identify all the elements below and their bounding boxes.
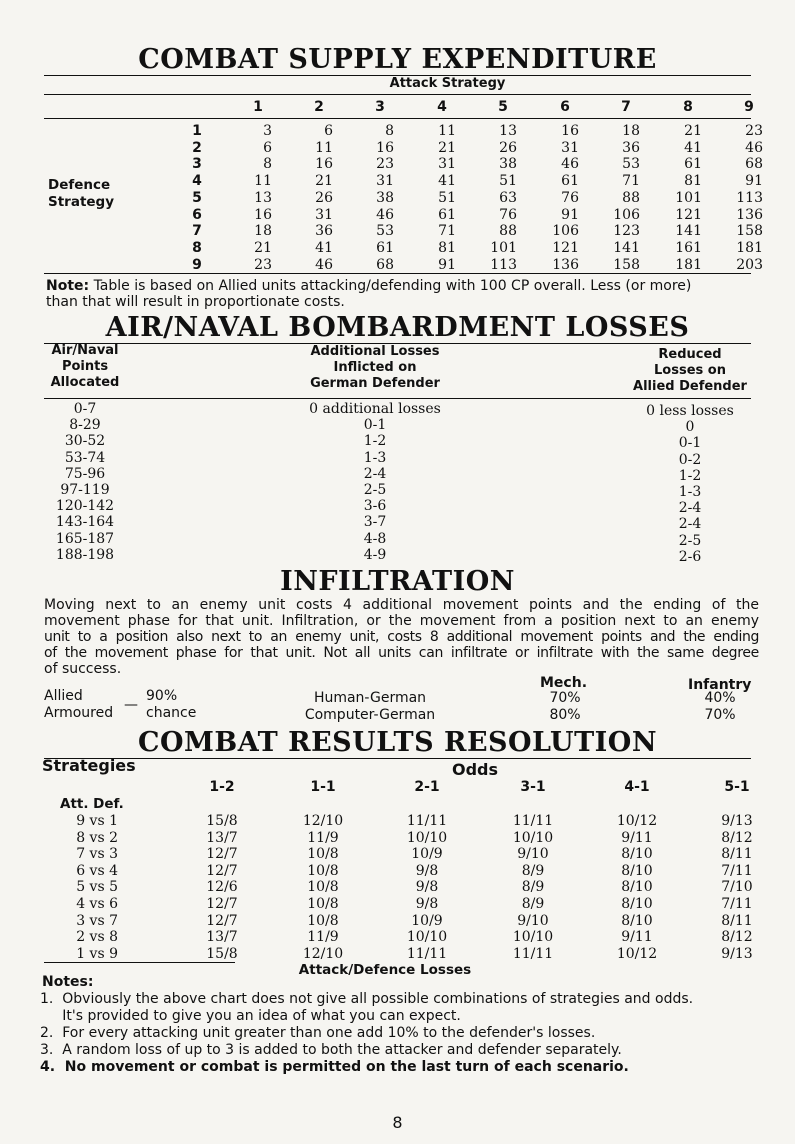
- note-line1: Table is based on Allied units attacking/defending with 100 CP overall. Less (or more): [89, 278, 692, 294]
- bombard-german-losses: 0-1: [363, 417, 387, 434]
- col3-line1: Reduced: [658, 347, 722, 362]
- supply-cell: 136: [736, 206, 763, 223]
- supply-cell: 8: [385, 123, 394, 139]
- supply-row-label: 6: [192, 206, 202, 223]
- bombard-german-losses: 0 additional losses: [309, 401, 441, 417]
- supply-cell: 31: [376, 173, 394, 190]
- supply-cell: 61: [376, 239, 394, 256]
- results-cell: 12/6: [206, 879, 238, 896]
- results-cell: 7/11: [721, 896, 753, 912]
- bombard-points: 97-119: [60, 482, 110, 498]
- supply-cell: 16: [315, 156, 333, 173]
- supply-cell: 36: [622, 139, 640, 156]
- bombard-points: 53-74: [64, 449, 106, 466]
- supply-cell: 158: [613, 256, 640, 273]
- results-cell: 8/10: [621, 862, 653, 879]
- bombard-german-losses: 4-9: [363, 546, 387, 563]
- col3-line2: Losses on: [654, 363, 726, 378]
- results-title: COMBAT RESULTS RESOLUTION: [137, 727, 658, 758]
- defence-strategy-label: [48, 177, 114, 211]
- infil-pct: 90%: [146, 688, 178, 704]
- results-cell: 12/7: [206, 846, 238, 863]
- infil-line4: of the movement phase for that unit. Not all units can infiltrate or infiltrate with the same degree: [44, 645, 759, 661]
- results-strategy: 2 vs 8: [76, 929, 118, 946]
- supply-cell: 41: [438, 173, 456, 190]
- supply-row-label: 1: [192, 123, 202, 139]
- results-cell: 10/8: [307, 896, 339, 912]
- supply-cell: 11: [438, 123, 456, 139]
- infil-inf-value: 40%: [704, 690, 736, 706]
- col2-line1: Additional Losses: [310, 344, 440, 359]
- results-cell: 12/7: [206, 862, 238, 879]
- supply-cell: 16: [561, 123, 579, 139]
- infil-chance: chance: [146, 705, 197, 721]
- supply-cell: 123: [613, 223, 640, 240]
- supply-cell: 6: [263, 139, 272, 156]
- bombard-allied-reduction: 2-4: [678, 516, 702, 533]
- bombard-allied-reduction: 0 less losses: [646, 403, 734, 419]
- results-cell: 8/12: [721, 829, 753, 846]
- col1-line3: Allocated: [50, 375, 120, 390]
- note-3: 3. A random loss of up to 3 is added to both the attacker and defender separately.: [40, 1042, 622, 1058]
- results-strategy: 4 vs 6: [76, 896, 118, 912]
- results-title-rule: [44, 758, 751, 759]
- supply-cell: 88: [499, 223, 517, 240]
- supply-cell: 61: [561, 173, 579, 190]
- bombard-allied-reduction: 0-1: [678, 435, 702, 452]
- supply-cell: 68: [745, 156, 763, 173]
- col2-line3: German Defender: [310, 376, 440, 391]
- results-cell: 11/11: [406, 813, 448, 829]
- bombard-german-losses: 1-2: [363, 433, 387, 450]
- supply-cell: 6: [324, 123, 333, 139]
- bombard-german-losses: 1-3: [363, 449, 387, 466]
- supply-cell: 13: [254, 189, 272, 206]
- bombard-allied-reduction: 2-6: [678, 548, 702, 565]
- supply-cell: 51: [499, 173, 517, 190]
- results-cell: 9/13: [721, 813, 753, 829]
- results-cell: 9/10: [517, 912, 549, 929]
- supply-cell: 46: [561, 156, 579, 173]
- bombard-points: 165-187: [55, 530, 115, 547]
- infil-line1: Moving next to an enemy unit costs 4 additional movement points and the ending of the: [44, 597, 759, 613]
- supply-col-header: 7: [621, 99, 631, 115]
- results-cell: 8/9: [521, 879, 545, 896]
- supply-cell: 141: [675, 223, 702, 240]
- col3-line3: Allied Defender: [633, 379, 747, 394]
- supply-cell: 41: [684, 139, 702, 156]
- infil-line2: movement phase for that unit. Infiltration, or the movement from a position next to an enemy: [44, 613, 759, 629]
- results-strategy: 7 vs 3: [76, 846, 118, 863]
- supply-cell: 61: [438, 206, 456, 223]
- infil-line3: unit to a position also next to an enemy unit, costs 8 additional movement points and the ending: [44, 629, 759, 645]
- supply-row-label: 2: [192, 139, 202, 156]
- bombard-points: 8-29: [69, 417, 101, 434]
- results-cell: 11/11: [512, 945, 554, 962]
- infil-dash: —: [124, 697, 138, 713]
- notes-label: Notes:: [42, 974, 94, 990]
- supply-cell: 121: [552, 239, 579, 256]
- bombard-points: 143-164: [55, 514, 115, 531]
- supply-cell: 18: [254, 223, 272, 240]
- bombard-points: 75-96: [64, 465, 106, 482]
- odds-header: 1-2: [209, 779, 235, 795]
- results-cell: 11/11: [512, 813, 554, 829]
- supply-cell: 81: [684, 173, 702, 190]
- bombard-allied-reduction: 0-2: [678, 451, 702, 468]
- supply-cell: 68: [376, 256, 394, 273]
- infantry-label: Infantry: [688, 677, 752, 693]
- results-strategy: 6 vs 4: [76, 862, 118, 879]
- infil-line5: of success.: [44, 661, 122, 677]
- bombard-allied-reduction: 0: [685, 419, 695, 436]
- supply-cell: 11: [254, 173, 272, 190]
- supply-cell: 36: [315, 223, 333, 240]
- page-number: 8: [392, 1113, 403, 1132]
- supply-cell: 63: [499, 189, 517, 206]
- defence-label-line2: Strategy: [48, 194, 115, 210]
- infil-row-label: Human-German: [313, 690, 427, 706]
- supply-header-rule: [44, 94, 751, 95]
- odds-header: 5-1: [724, 779, 750, 795]
- supply-cell: 141: [613, 239, 640, 256]
- results-cell: 9/10: [517, 846, 549, 863]
- supply-cell: 46: [315, 256, 333, 273]
- results-cell: 9/11: [621, 929, 653, 946]
- results-bottom-rule-left: [44, 962, 235, 963]
- attack-strategy-label: Attack Strategy: [389, 76, 506, 91]
- results-cell: 10/10: [512, 829, 554, 846]
- results-cell: 12/7: [206, 896, 238, 912]
- note-4: 4. No movement or combat is permitted on the last turn of each scenario.: [40, 1059, 629, 1075]
- results-cell: 11/9: [307, 829, 339, 846]
- supply-cell: 91: [438, 256, 456, 273]
- results-cell: 8/9: [521, 896, 545, 912]
- odds-header: 3-1: [520, 779, 546, 795]
- supply-col-header: 1: [253, 99, 263, 115]
- mech-label: Mech.: [540, 675, 588, 691]
- results-cell: 12/10: [302, 813, 344, 829]
- supply-col-header: 5: [498, 99, 508, 115]
- supply-cell: 23: [376, 156, 394, 173]
- results-cell: 9/11: [621, 829, 653, 846]
- bombard-points: 188-198: [55, 546, 115, 563]
- note-1-cont: It's provided to give you an idea of what you can expect.: [40, 1008, 461, 1024]
- supply-cell: 181: [736, 239, 763, 256]
- supply-cell: 21: [438, 139, 456, 156]
- bombard-title: AIR/NAVAL BOMBARDMENT LOSSES: [105, 312, 690, 343]
- results-cell: 10/8: [307, 879, 339, 896]
- col2-line2: Inflicted on: [333, 360, 417, 375]
- supply-cell: 158: [736, 223, 763, 240]
- bombard-german-losses: 2-5: [363, 482, 387, 498]
- infil-row-label: Computer-German: [304, 707, 436, 723]
- results-cell: 8/10: [621, 879, 653, 896]
- results-cell: 9/13: [721, 945, 753, 962]
- supply-row-label: 5: [192, 189, 202, 206]
- bombard-german-losses: 2-4: [363, 465, 387, 482]
- results-cell: 10/9: [411, 846, 443, 863]
- col1-line1: Air/Naval: [51, 343, 119, 358]
- bombard-header-rule: [44, 398, 751, 399]
- supply-cell: 21: [315, 173, 333, 190]
- bombard-german-losses: 3-6: [363, 498, 387, 515]
- results-cell: 11/9: [307, 929, 339, 946]
- odds-label: Odds: [452, 760, 499, 779]
- supply-bottom-rule: [44, 273, 751, 274]
- supply-cell: 41: [315, 239, 333, 256]
- results-cell: 7/10: [721, 879, 753, 896]
- results-strategy: 3 vs 7: [76, 912, 118, 929]
- supply-cell: 11: [315, 139, 333, 156]
- results-cell: 12/10: [302, 945, 344, 962]
- results-cell: 10/8: [307, 862, 339, 879]
- supply-cell: 88: [622, 189, 640, 206]
- supply-title: COMBAT SUPPLY EXPENDITURE: [138, 44, 657, 75]
- results-cell: 15/8: [206, 945, 238, 962]
- supply-cell: 8: [263, 156, 272, 173]
- results-cell: 8/12: [721, 929, 753, 946]
- bombard-allied-reduction: 1-3: [678, 484, 702, 500]
- supply-cell: 203: [736, 256, 763, 273]
- supply-cell: 46: [376, 206, 394, 223]
- supply-cell: 106: [613, 206, 640, 223]
- infil-armoured-label: Armoured: [44, 705, 114, 721]
- bombard-allied-reduction: 2-5: [678, 532, 702, 549]
- supply-cell: 21: [254, 239, 272, 256]
- supply-cell: 23: [745, 123, 763, 139]
- supply-cell: 91: [745, 173, 763, 190]
- results-cell: 13/7: [206, 829, 238, 846]
- bombard-german-losses: 4-8: [363, 530, 387, 547]
- note-1: 1. Obviously the above chart does not give all possible combinations of strategies and odds.: [40, 991, 694, 1007]
- infiltration-title: INFILTRATION: [280, 566, 515, 597]
- supply-cell: 23: [254, 256, 272, 273]
- supply-col-header: 8: [683, 99, 693, 115]
- results-cell: 8/10: [621, 846, 653, 863]
- supply-cell: 18: [622, 123, 640, 139]
- results-cell: 9/8: [415, 896, 439, 912]
- bombard-points: 0-7: [73, 401, 97, 417]
- supply-col-header: 4: [437, 99, 447, 115]
- results-cell: 9/8: [415, 879, 439, 896]
- bombard-col1-header: [30, 343, 140, 391]
- supply-cell: 91: [561, 206, 579, 223]
- results-cell: 15/8: [206, 813, 238, 829]
- supply-cell: 13: [499, 123, 517, 139]
- results-cell: 10/12: [616, 813, 658, 829]
- col1-line2: Points: [61, 359, 109, 374]
- supply-cell: 76: [561, 189, 579, 206]
- strategies-label: Strategies: [42, 756, 136, 775]
- infil-inf-value: 70%: [704, 707, 736, 723]
- supply-cell: 106: [552, 223, 579, 240]
- supply-cell: 38: [376, 189, 394, 206]
- results-cell: 10/8: [307, 846, 339, 863]
- supply-cell: 113: [736, 189, 763, 206]
- results-cell: 9/8: [415, 862, 439, 879]
- results-cell: 8/9: [521, 862, 545, 879]
- results-cell: 8/11: [721, 846, 753, 863]
- results-cell: 10/10: [512, 929, 554, 946]
- bombard-allied-reduction: 2-4: [678, 500, 702, 517]
- bombard-german-losses: 3-7: [363, 514, 387, 531]
- supply-cell: 61: [684, 156, 702, 173]
- supply-cell: 81: [438, 239, 456, 256]
- supply-cell: 51: [438, 189, 456, 206]
- supply-cell: 26: [499, 139, 517, 156]
- supply-row-label: 3: [192, 156, 202, 173]
- results-notes: [40, 991, 770, 1076]
- infil-mech-value: 80%: [549, 707, 581, 723]
- supply-cell: 113: [490, 256, 517, 273]
- note-label: Note:: [46, 278, 90, 294]
- supply-cell: 16: [254, 206, 272, 223]
- results-cell: 10/8: [307, 912, 339, 929]
- bombard-col2-header: [275, 344, 475, 392]
- results-cell: 12/7: [206, 912, 238, 929]
- note-2: 2. For every attacking unit greater than one add 10% to the defender's losses.: [40, 1025, 596, 1041]
- results-strategy: 8 vs 2: [76, 829, 118, 846]
- results-strategy: 1 vs 9: [76, 945, 118, 962]
- supply-cell: 38: [499, 156, 517, 173]
- results-cell: 10/9: [411, 912, 443, 929]
- odds-header: 2-1: [414, 779, 440, 795]
- results-strategy: 5 vs 5: [76, 879, 118, 896]
- infil-allied-label: Allied: [44, 688, 83, 704]
- infiltration-body: [44, 597, 759, 677]
- supply-row-label: 7: [192, 223, 202, 240]
- results-cell: 10/12: [616, 945, 658, 962]
- infil-mech-value: 70%: [549, 690, 581, 706]
- supply-cell: 71: [438, 223, 456, 240]
- supply-cell: 53: [376, 223, 394, 240]
- supply-row-label: 4: [192, 173, 202, 190]
- supply-col-header: 6: [560, 99, 570, 115]
- attdef-label: Att. Def.: [60, 796, 124, 812]
- supply-cell: 101: [490, 239, 517, 256]
- supply-cell: 136: [552, 256, 579, 273]
- odds-header: 4-1: [624, 779, 650, 795]
- odds-header: 1-1: [310, 779, 336, 795]
- bombard-points: 120-142: [55, 498, 115, 515]
- supply-cell: 21: [684, 123, 702, 139]
- supply-cell: 3: [263, 123, 272, 139]
- supply-cell: 16: [376, 139, 394, 156]
- supply-cell: 181: [675, 256, 702, 273]
- supply-cell: 26: [315, 189, 333, 206]
- defence-label-line1: Defence: [48, 177, 111, 193]
- results-cell: 7/11: [721, 862, 753, 879]
- supply-cell: 101: [675, 189, 702, 206]
- supply-row-label: 9: [192, 256, 202, 273]
- note-line2: than that will result in proportionate costs.: [46, 294, 345, 310]
- supply-col-header: 9: [744, 99, 754, 115]
- bombard-col3-header: [615, 347, 765, 395]
- results-cell: 8/11: [721, 912, 753, 929]
- results-strategy: 9 vs 1: [76, 813, 118, 829]
- results-cell: 11/11: [406, 945, 448, 962]
- supply-cell: 31: [561, 139, 579, 156]
- bombard-allied-reduction: 1-2: [678, 467, 702, 484]
- supply-header-rule-2: [44, 118, 751, 119]
- supply-cell: 121: [675, 206, 702, 223]
- supply-col-header: 2: [314, 99, 324, 115]
- results-cell: 8/10: [621, 896, 653, 912]
- supply-cell: 161: [675, 239, 702, 256]
- supply-cell: 31: [438, 156, 456, 173]
- results-cell: 8/10: [621, 912, 653, 929]
- results-cell: 10/10: [406, 829, 448, 846]
- bombard-points: 30-52: [64, 433, 106, 450]
- results-cell: 10/10: [406, 929, 448, 946]
- results-cell: 13/7: [206, 929, 238, 946]
- supply-col-header: 3: [375, 99, 385, 115]
- supply-cell: 76: [499, 206, 517, 223]
- supply-row-label: 8: [192, 239, 202, 256]
- attack-defence-losses-label: Attack/Defence Losses: [298, 962, 472, 978]
- supply-cell: 46: [745, 139, 763, 156]
- supply-cell: 71: [622, 173, 640, 190]
- supply-cell: 53: [622, 156, 640, 173]
- supply-cell: 31: [315, 206, 333, 223]
- supply-note: [46, 278, 766, 310]
